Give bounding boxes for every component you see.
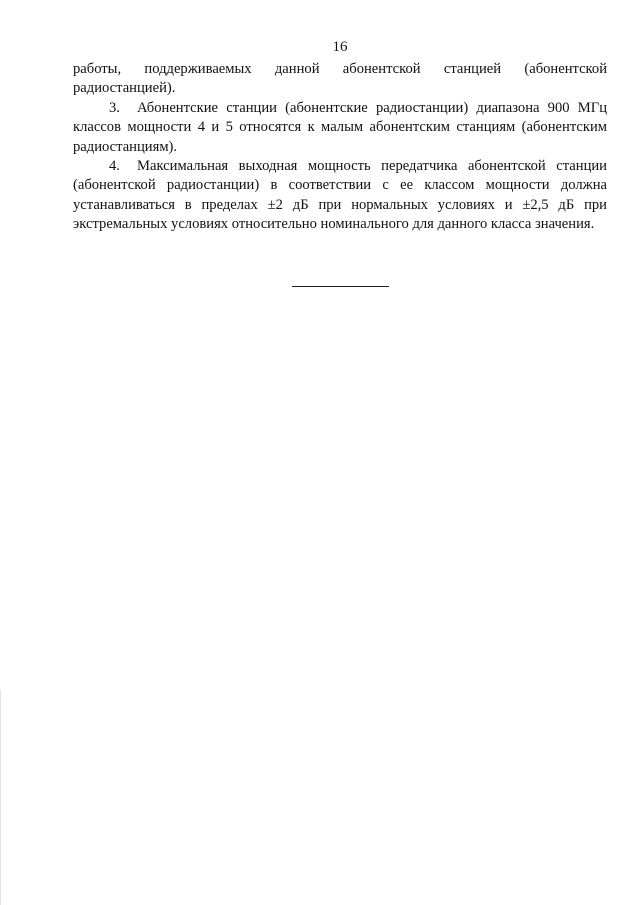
paragraph-item-4 [73,157,607,235]
paragraph-text: работы, поддерживаемых данной абонентской станцией (абонентской радиостанцией). [73,61,607,97]
paragraph-continuation [73,60,607,99]
page-number: 16 [332,39,348,55]
end-divider-line [292,286,389,287]
scan-edge-mark [0,690,1,905]
paragraph-number: 3. [109,99,120,116]
paragraph-item-3 [73,99,607,157]
paragraph-text: Максимальная выходная мощность передатчика абонентской станции (абонентской радиостанции) в соответствии с ее классом мощности должна устанавливаться в пределах ±2 дБ при нормальных условиях и ±2,5 дБ при экстремальных условиях относительно номинального для данного класса значения. [73,158,607,233]
document-body [73,60,607,235]
paragraph-text: Абонентские станции (абонентские радиостанции) диапазона 900 МГц классов мощности 4 и 5 относятся к малым абонентским станциям (абонентским радиостанциям). [73,99,607,155]
paragraph-number: 4. [109,158,120,175]
